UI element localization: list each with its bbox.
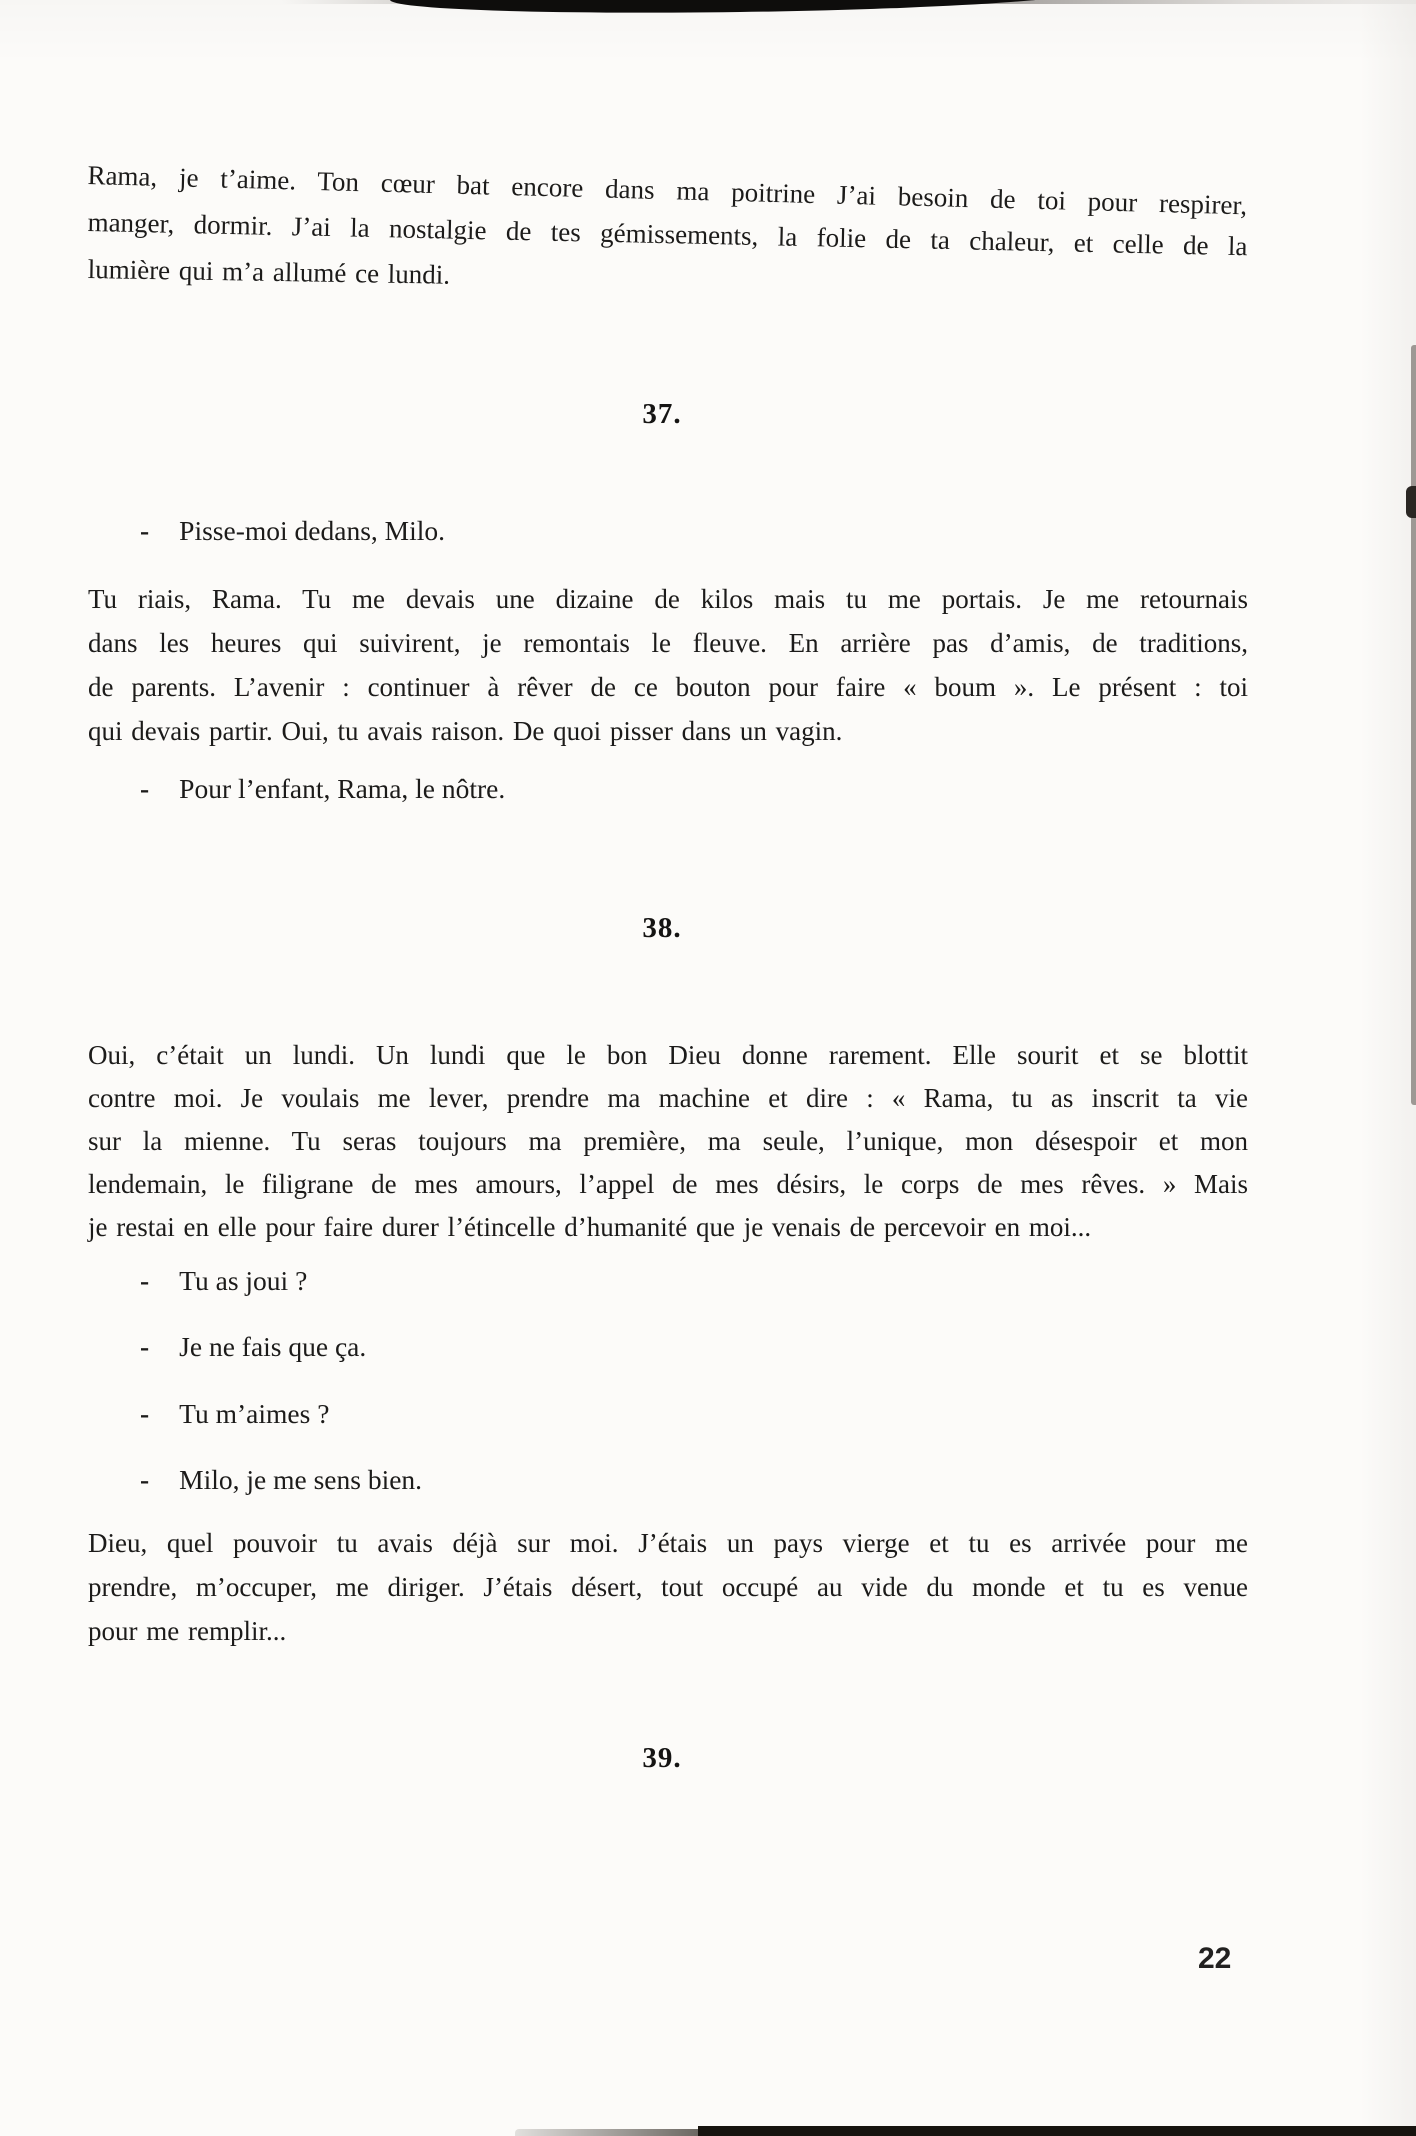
scan-artifact-right-strip xyxy=(1411,345,1416,1105)
dialogue-dash: - xyxy=(140,515,150,546)
dialogue-text: Tu as joui ? xyxy=(179,1265,308,1296)
scan-artifact-right-blob xyxy=(1406,486,1416,518)
paragraph-line: manger, dormir. J’ai la nostalgie de tes gémissements, la folie de ta chaleur, et celle de la xyxy=(87,206,1248,262)
scan-artifact-top-streak xyxy=(280,0,1416,4)
section-heading-39: 39. xyxy=(642,1742,682,1774)
paragraph-line: dans les heures qui suivirent, je remontais le fleuve. En arrière pas d’amis, de traditions, xyxy=(88,628,1248,658)
dialogue-line xyxy=(140,1397,329,1431)
page-number: 22 xyxy=(1198,1942,1232,1975)
dialogue-text: Milo, je me sens bien. xyxy=(179,1464,423,1495)
dialogue-line xyxy=(140,1463,422,1497)
paragraph-line: je restai en elle pour faire durer l’étincelle d’humanité que je venais de percevoir en moi... xyxy=(88,1212,1092,1242)
paragraph-line: prendre, m’occuper, me diriger. J’étais désert, tout occupé au vide du monde et tu es venue xyxy=(88,1572,1248,1602)
dialogue-line xyxy=(140,772,505,806)
section-heading-38: 38. xyxy=(642,912,682,944)
dialogue-dash: - xyxy=(140,1331,150,1362)
paragraph-line: lendemain, le filigrane de mes amours, l’appel de mes désirs, le corps de mes rêves. » Mais xyxy=(88,1169,1248,1199)
paragraph-line: qui devais partir. Oui, tu avais raison. De quoi pisser dans un vagin. xyxy=(88,716,843,746)
paragraph-line: pour me remplir... xyxy=(88,1616,287,1646)
scan-artifact-bottom-fade xyxy=(515,2129,710,2136)
dialogue-line xyxy=(140,1330,366,1364)
paragraph-line: lumière qui m’a allumé ce lundi. xyxy=(87,253,451,290)
paragraph-line: Rama, je t’aime. Ton cœur bat encore dans ma poitrine J’ai besoin de toi pour respirer, xyxy=(87,159,1248,221)
dialogue-dash: - xyxy=(140,1464,150,1495)
dialogue-text: Tu m’aimes ? xyxy=(179,1398,330,1429)
paragraph-line: contre moi. Je voulais me lever, prendre ma machine et dire : « Rama, tu as inscrit ta vie xyxy=(88,1083,1248,1113)
section-heading-37: 37. xyxy=(642,398,682,430)
dialogue-text: Pour l’enfant, Rama, le nôtre. xyxy=(179,773,506,804)
dialogue-text: Je ne fais que ça. xyxy=(179,1331,367,1362)
paragraph-line: de parents. L’avenir : continuer à rêver de ce bouton pour faire « boum ». Le présent : toi xyxy=(88,672,1248,702)
dialogue-text: Pisse-moi dedans, Milo. xyxy=(179,515,446,546)
paragraph-line: Oui, c’était un lundi. Un lundi que le bon Dieu donne rarement. Elle sourit et se blottit xyxy=(88,1040,1248,1070)
scan-artifact-top-blob xyxy=(390,0,1090,17)
dialogue-dash: - xyxy=(140,773,150,804)
dialogue-dash: - xyxy=(140,1265,150,1296)
dialogue-line xyxy=(140,1264,307,1298)
paragraph-line: sur la mienne. Tu seras toujours ma première, ma seule, l’unique, mon désespoir et mon xyxy=(88,1126,1248,1156)
dialogue-line xyxy=(140,514,445,548)
scan-artifact-bottom-bar xyxy=(698,2126,1416,2136)
dialogue-dash: - xyxy=(140,1398,150,1429)
paragraph-line: Tu riais, Rama. Tu me devais une dizaine de kilos mais tu me portais. Je me retournais xyxy=(88,584,1248,614)
paragraph-line: Dieu, quel pouvoir tu avais déjà sur moi. J’étais un pays vierge et tu es arrivée pour me xyxy=(88,1528,1248,1558)
